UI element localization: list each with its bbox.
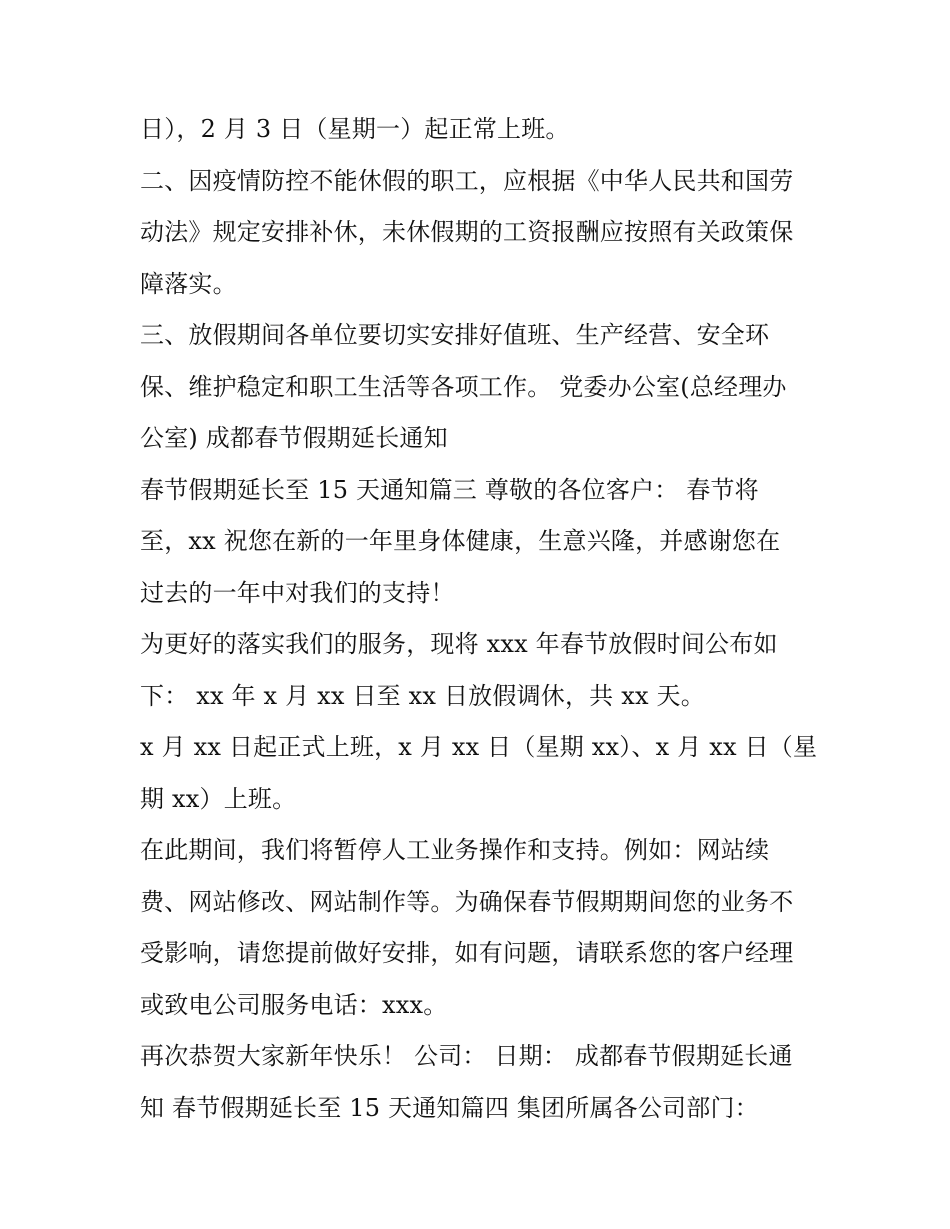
text-line: 障落实。: [140, 269, 237, 298]
text-line: 或致电公司服务电话：xxx。: [140, 990, 448, 1019]
text-line: 公室) 成都春节假期延长通知: [140, 424, 448, 452]
text-line: 再次恭贺大家新年快乐！ 公司： 日期： 成都春节假期延长通: [140, 1042, 793, 1070]
text-line: 日），2 月 3 日（星期一）起正常上班。: [140, 115, 570, 143]
text-line: 二、因疫情防控不能休假的职工，应根据《中华人民共和国劳: [140, 166, 794, 195]
text-line: 受影响，请您提前做好安排，如有问题，请联系您的客户经理: [140, 939, 794, 967]
text-line: 动法》规定安排补休，未休假期的工资报酬应按照有关政策保: [140, 218, 794, 246]
text-line: 为更好的落实我们的服务，现将 xxx 年春节放假时间公布如: [140, 630, 778, 658]
text-line: x 月 xx 日起正式上班，x 月 xx 日（星期 xx）、x 月 xx 日（星: [140, 733, 818, 761]
text-line: 期 xx）上班。: [140, 784, 297, 813]
text-line: 在此期间，我们将暂停人工业务操作和支持。例如：网站续: [140, 836, 770, 864]
text-line: 过去的一年中对我们的支持！: [140, 578, 455, 607]
text-line: 至，xx 祝您在新的一年里身体健康，生意兴隆，并感谢您在: [140, 527, 781, 555]
text-line: 三、放假期间各单位要切实安排好值班、生产经营、安全环: [140, 321, 770, 349]
text-line: 春节假期延长至 15 天通知篇三 尊敬的各位客户： 春节将: [140, 475, 759, 504]
document-body: [140, 104, 830, 1134]
text-line: 下： xx 年 x 月 xx 日至 xx 日放假调休，共 xx 天。: [140, 681, 705, 710]
text-line: 知 春节假期延长至 15 天通知篇四 集团所属各公司部门：: [140, 1093, 759, 1122]
text-line: 保、维护稳定和职工生活等各项工作。 党委办公室(总经理办: [140, 372, 787, 401]
text-line: 费、网站修改、网站制作等。为确保春节假期期间您的业务不: [140, 887, 794, 916]
